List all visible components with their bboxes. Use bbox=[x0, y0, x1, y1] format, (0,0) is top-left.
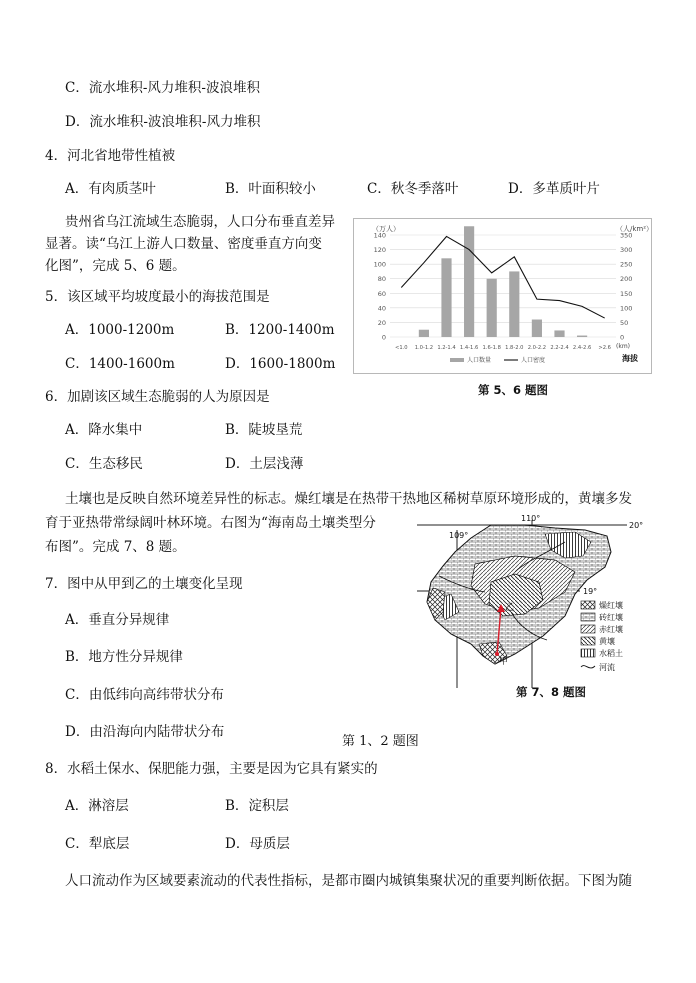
chart-left-unit: （万人） bbox=[372, 225, 400, 233]
lon-110-label: 110° bbox=[521, 514, 541, 523]
map-label-yi: 乙 bbox=[505, 603, 515, 613]
chart-left-tick-label: 60 bbox=[377, 289, 386, 298]
legend-swatch-zhuan bbox=[581, 613, 595, 621]
chart-x-tick-label: 2.4-2.6 bbox=[572, 345, 592, 351]
q8-option-c: C．犁底层 bbox=[65, 836, 130, 852]
chart-bar bbox=[509, 271, 519, 337]
map-caption: 第 7、8 题图 bbox=[516, 685, 587, 699]
chart-left-tick-label: 0 bbox=[381, 333, 386, 342]
legend-label-zao: 燥红壤 bbox=[599, 601, 623, 610]
q4-option-a: A．有肉质茎叶 bbox=[65, 181, 156, 197]
chart-density-line bbox=[401, 236, 604, 318]
q7-stem: 7．图中从甲到乙的土壤变化呈现 bbox=[45, 576, 243, 592]
q5-option-d: D．1600-1800m bbox=[225, 356, 336, 372]
chart-right-tick-label: 250 bbox=[620, 260, 633, 269]
chart-right-tick-label: 50 bbox=[620, 318, 629, 327]
intro-56-line1: 贵州省乌江流域生态脆弱，人口分布垂直差异 bbox=[65, 214, 335, 230]
chart-right-tick-label: 200 bbox=[620, 275, 633, 284]
legend-swatch-population bbox=[450, 358, 464, 362]
q8-option-a: A．淋溶层 bbox=[65, 798, 129, 814]
chart-left-tick-label: 40 bbox=[377, 304, 386, 313]
soil-intro-line2: 育于亚热带常绿阔叶林环境。右图为“海南岛土壤类型分 bbox=[45, 515, 376, 531]
legend-swatch-zao bbox=[581, 601, 595, 609]
chart-bar bbox=[487, 279, 497, 337]
chart-right-tick-label: 300 bbox=[620, 246, 633, 255]
legend-label-chi: 赤红壤 bbox=[599, 625, 623, 634]
chart-bar bbox=[577, 336, 587, 337]
chart-bar bbox=[419, 330, 429, 337]
chart-x-tick-label: 1.4-1.6 bbox=[459, 345, 479, 351]
q6-option-d: D．土层浅薄 bbox=[225, 456, 304, 472]
legend-label-river: 河流 bbox=[599, 663, 615, 672]
q4-option-b: B．叶面积较小 bbox=[225, 181, 316, 197]
q8-stem: 8．水稻土保水、保肥能力强，主要是因为它具有紧实的 bbox=[45, 761, 378, 777]
legend-label-population: 人口数量 bbox=[467, 357, 492, 364]
legend-swatch-huang bbox=[581, 637, 595, 645]
q5-option-a: A．1000-1200m bbox=[65, 322, 175, 338]
final-line: 人口流动作为区域要素流动的代表性指标，是都市圈内城镇集聚状况的重要判断依据。下图为随 bbox=[65, 873, 632, 889]
chart-bar bbox=[554, 330, 564, 337]
chart-bar bbox=[532, 320, 542, 337]
chart-bar bbox=[441, 258, 451, 337]
q5-stem: 5．该区域平均坡度最小的海拔范围是 bbox=[45, 289, 270, 305]
lat-20-label: 20° bbox=[629, 521, 644, 530]
chart-bar bbox=[464, 226, 474, 337]
q7-option-b: B．地方性分异规律 bbox=[65, 649, 183, 665]
population-chart bbox=[353, 218, 652, 374]
chart-x-unit: (km) bbox=[616, 343, 631, 350]
population-chart-svg bbox=[354, 219, 651, 373]
chart-right-tick-label: 100 bbox=[620, 304, 633, 313]
q3-option-d: D．流水堆积-波浪堆积-风力堆积 bbox=[65, 114, 261, 130]
intro-56-line2: 显著。读“乌江上游人口数量、密度垂直方向变 bbox=[45, 236, 322, 252]
q4-stem: 4．河北省地带性植被 bbox=[45, 148, 176, 164]
chart-left-tick-label: 140 bbox=[373, 231, 386, 240]
chart-x-tick-label: >2.6 bbox=[598, 345, 612, 351]
hainan-soil-map-svg bbox=[415, 512, 671, 696]
soil-intro-line1: 土壤也是反映自然环境差异性的标志。燥红壤是在热带干热地区稀树草原环境形成的，黄壤多发 bbox=[65, 491, 632, 507]
chart-x-tick-label: 1.6-1.8 bbox=[482, 345, 501, 351]
stray-caption: 第 1、2 题图 bbox=[342, 734, 419, 749]
lat-19-label: 19° bbox=[583, 587, 598, 596]
yi-point bbox=[499, 606, 503, 610]
q6-stem: 6．加剧该区域生态脆弱的人为原因是 bbox=[45, 389, 270, 405]
chart-x-tick-label: 2.2-2.4 bbox=[550, 345, 569, 351]
q5-option-b: B．1200-1400m bbox=[225, 322, 335, 338]
chart-x-tick-label: 1.2-1.4 bbox=[437, 345, 456, 351]
chart-x-tick-label: 1.8-2.0 bbox=[505, 345, 524, 351]
chart-right-tick-label: 350 bbox=[620, 231, 633, 240]
chart-right-tick-label: 0 bbox=[620, 333, 625, 342]
chart-x-tick-label: <1.0 bbox=[394, 345, 408, 351]
q6-option-b: B．陡坡垦荒 bbox=[225, 422, 303, 438]
chart-left-tick-label: 120 bbox=[373, 246, 386, 255]
jia-point bbox=[495, 652, 499, 656]
chart-left-tick-label: 80 bbox=[377, 275, 386, 284]
legend-label-shui: 水稻土 bbox=[599, 649, 623, 658]
lon-109-label: 109° bbox=[449, 531, 469, 540]
q5-option-c: C．1400-1600m bbox=[65, 356, 175, 372]
map-label-jia: 甲 bbox=[499, 657, 509, 667]
chart-right-tick-label: 150 bbox=[620, 289, 633, 298]
q3-option-c: C．流水堆积-风力堆积-波浪堆积 bbox=[65, 80, 260, 96]
intro-56-line3: 化图”，完成 5、6 题。 bbox=[45, 258, 186, 274]
chart-caption: 第 5、6 题图 bbox=[478, 383, 549, 397]
q4-option-d: D．多革质叶片 bbox=[508, 181, 600, 197]
legend-swatch-shui bbox=[581, 649, 595, 657]
chart-right-unit: （人/km²） bbox=[616, 225, 651, 233]
legend-swatch-river bbox=[581, 666, 595, 668]
q6-option-c: C．生态移民 bbox=[65, 456, 143, 472]
q4-option-c: C．秋冬季落叶 bbox=[367, 181, 459, 197]
q7-option-c: C．由低纬向高纬带状分布 bbox=[65, 687, 224, 703]
q7-option-a: A．垂直分异规律 bbox=[65, 612, 170, 628]
chart-left-tick-label: 100 bbox=[373, 260, 386, 269]
legend-label-density: 人口密度 bbox=[521, 357, 546, 364]
legend-label-zhuan: 砖红壤 bbox=[599, 613, 623, 622]
soil-intro-line3: 布图”。完成 7、8 题。 bbox=[45, 539, 186, 555]
chart-x-tick-label: 2.0-2.2 bbox=[527, 345, 547, 351]
chart-xlabel: 海拔 bbox=[622, 354, 638, 363]
q8-option-d: D．母质层 bbox=[225, 836, 290, 852]
chart-left-tick-label: 20 bbox=[377, 318, 386, 327]
q7-option-d: D．由沿海向内陆带状分布 bbox=[65, 724, 225, 740]
hainan-soil-map bbox=[415, 512, 671, 696]
q6-option-a: A．降水集中 bbox=[65, 422, 143, 438]
q8-option-b: B．淀积层 bbox=[225, 798, 289, 814]
legend-label-huang: 黄壤 bbox=[599, 637, 615, 646]
chart-x-tick-label: 1.0-1.2 bbox=[414, 345, 434, 351]
legend-swatch-chi bbox=[581, 625, 595, 633]
